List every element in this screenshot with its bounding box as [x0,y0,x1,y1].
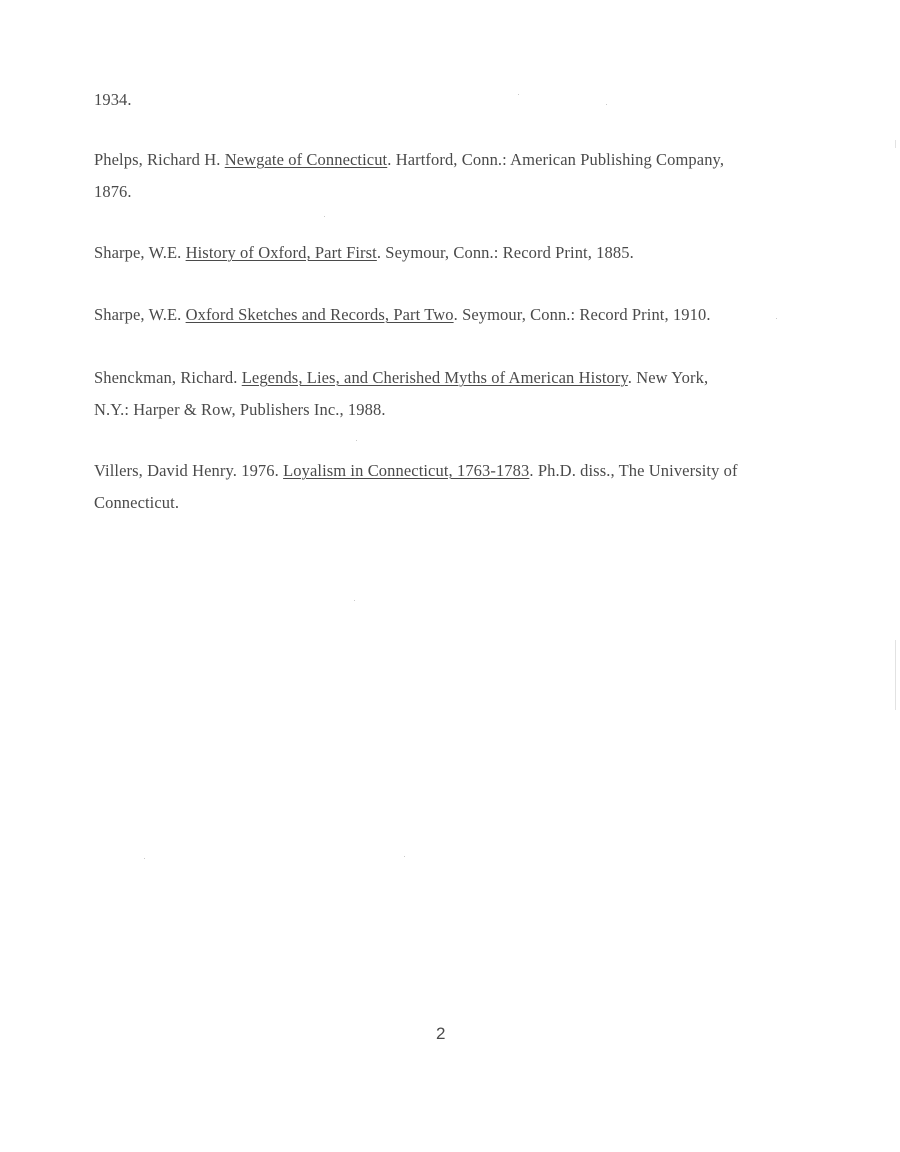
entry-line-1 [94,299,794,331]
entry-publication: . Ph.D. diss., The University of [529,461,738,480]
entry-author: Sharpe, W.E. [94,305,186,324]
bibliography-entry-sharpe-1910 [94,299,794,331]
scan-edge-mark [895,640,896,710]
scan-speck [354,600,355,601]
entry-publication: . Seymour, Conn.: Record Print, 1885. [376,243,634,262]
entry-line-1 [94,144,794,176]
entry-title: Legends, Lies, and Cherished Myths of American History [241,368,628,387]
entry-author: Villers, David Henry. 1976. [94,461,284,480]
entry-text: 1934. [94,90,132,109]
entry-publication: . Hartford, Conn.: American Publishing Company, [387,150,725,169]
entry-line-1 [94,362,794,394]
entry-title: History of Oxford, Part First [185,243,377,262]
page-number: 2 [436,1024,446,1043]
entry-author: Phelps, Richard H. [94,150,225,169]
entry-author: Shenckman, Richard. [94,368,242,387]
scan-speck [324,216,325,217]
scan-speck [606,104,607,105]
entry-publication: . New York, [627,368,709,387]
scan-speck [518,94,519,95]
entry-line-2: N.Y.: Harper & Row, Publishers Inc., 1988. [94,400,386,419]
bibliography-entry-villers [94,455,794,519]
scan-edge-mark [895,140,896,148]
entry-title: Oxford Sketches and Records, Part Two [185,305,454,324]
entry-author: Sharpe, W.E. [94,243,186,262]
entry-line-1 [94,237,794,269]
entry-publication: . Seymour, Conn.: Record Print, 1910. [453,305,711,324]
entry-title: Newgate of Connecticut [224,150,388,169]
scan-speck [144,858,145,859]
entry-line-2: Connecticut. [94,493,180,512]
scan-speck [404,856,405,857]
bibliography-entry-shenckman [94,362,794,426]
entry-line-2: 1876. [94,182,132,201]
bibliography-entry-sharpe-1885 [94,237,794,269]
scan-speck [356,440,357,441]
entry-title: Loyalism in Connecticut, 1763-1783 [283,461,530,480]
bibliography-entry-continuation [94,84,794,116]
scan-speck [776,318,777,319]
bibliography-entry-phelps [94,144,794,208]
entry-line-1 [94,455,794,487]
